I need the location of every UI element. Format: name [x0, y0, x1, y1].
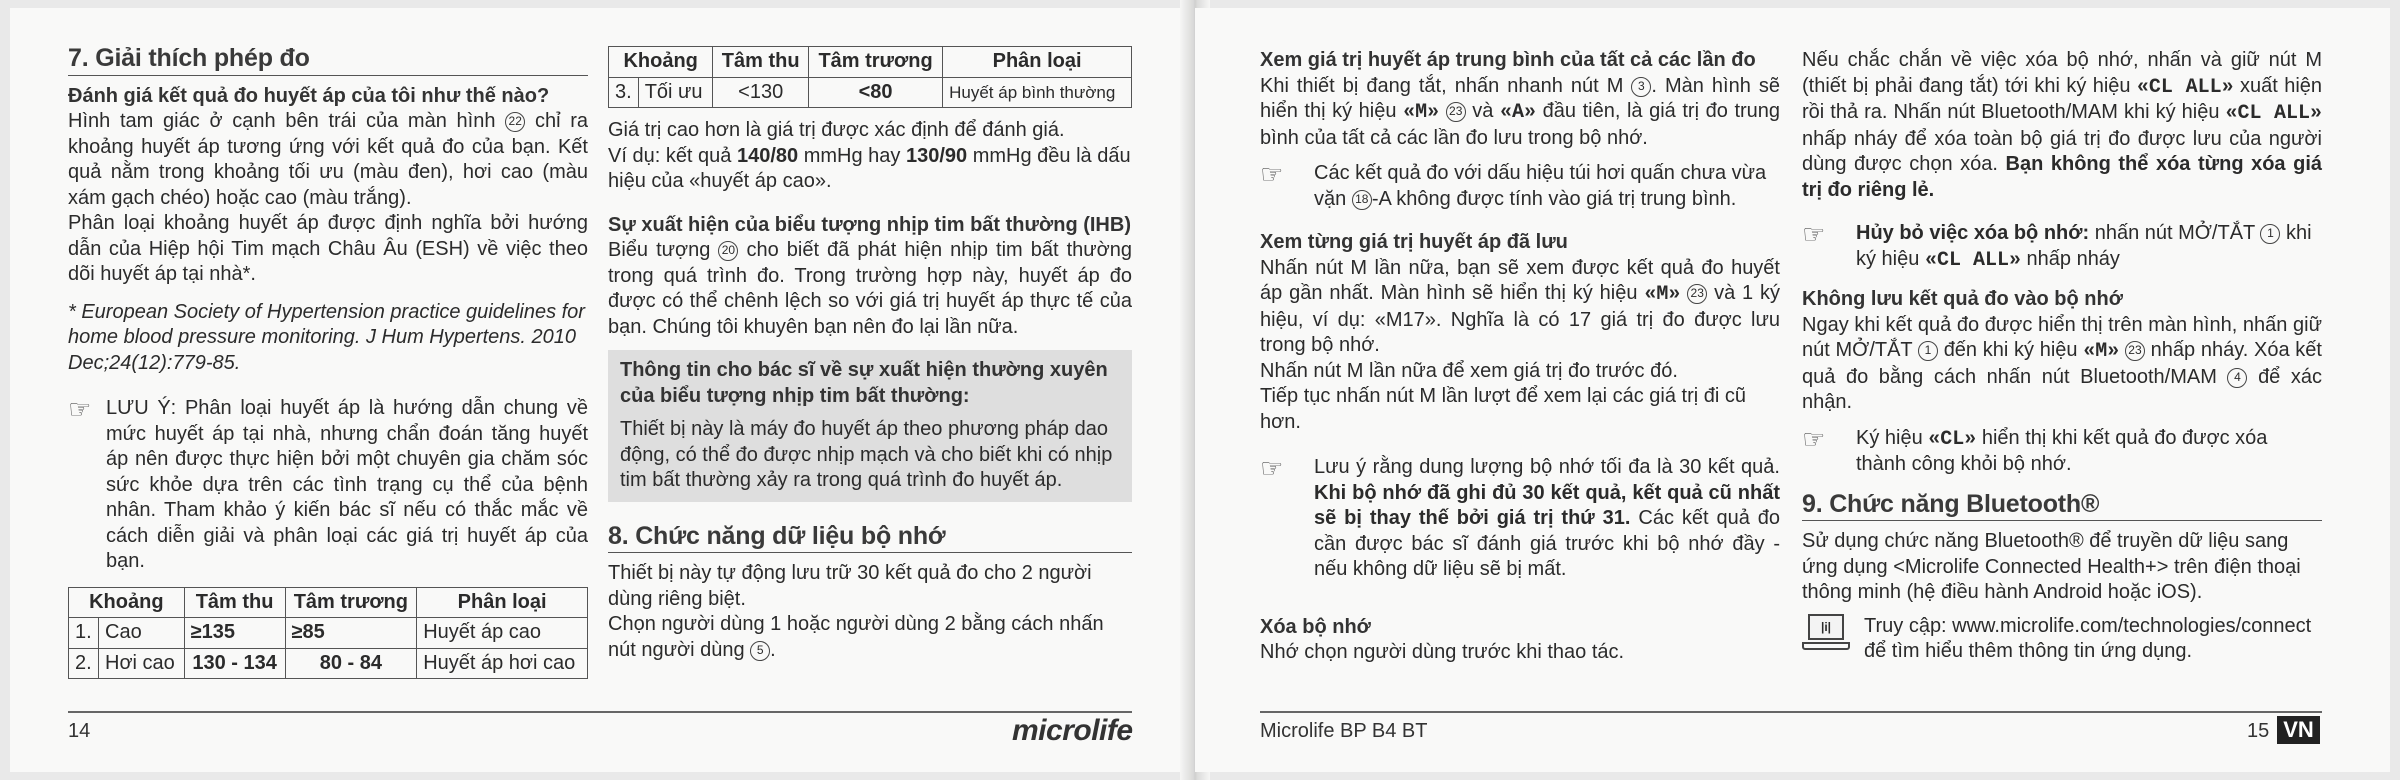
right-page — [1195, 8, 2390, 772]
each-title: Xem từng giá trị huyết áp đã lưu — [1260, 231, 1568, 253]
page-number-left: 14 — [68, 720, 91, 742]
avg-text: Khi thiết bị đang tắt, nhấn nhanh nút M 3 . Màn hình sẽ hiển thị ký hiệu «M» 23 và «A» đầu tiên, là giá trị đo trung bình của tất cả các lần đo lưu trong bộ nhớ. — [1260, 74, 1781, 149]
left-col-1 — [68, 46, 588, 679]
box-text: Thiết bị này là máy đo huyết áp theo phương pháp dao động, có thể đo được nhịp mạch và cho biết khi có nhịp tim bất thường xảy ra trong quá trình đo huyết áp. — [620, 418, 1113, 491]
section-9-text: Sử dụng chức năng Bluetooth® để truyền dữ liệu sang ứng dụng <Microlife Connected Health+> trên điện thoại thông minh (hệ điều hành Android hoặc iOS). — [1802, 530, 2301, 603]
section-7-question: Đánh giá kết quả đo huyết áp của tôi như thế nào? — [68, 84, 550, 107]
section-8-p1: Thiết bị này tự động lưu trữ 30 kết quả đo cho 2 người dùng riêng biệt. — [608, 562, 1092, 610]
pointing-hand-icon: ☞ — [1260, 453, 1284, 483]
table-row: 3. Tối ưu <130 <80 Huyết áp bình thường — [609, 77, 1132, 108]
left-col-2 — [608, 46, 1132, 663]
laptop-info-icon: |i| — [1802, 614, 1850, 654]
section-9-title: 9. Chức năng Bluetooth® — [1802, 492, 2322, 522]
note-block — [68, 396, 588, 575]
bp-table-1 — [68, 587, 588, 680]
table-row: 1. Cao ≥135 ≥85 Huyết áp cao — [69, 618, 588, 649]
footer-rule — [68, 711, 1132, 713]
each-p3: Tiếp tục nhấn nút M lần lượt để xem lại các giá trị đi cũ hơn. — [1260, 385, 1746, 433]
memory-note: ☞ Lưu ý rằng dung lượng bộ nhớ tối đa là 30 kết quả. Khi bộ nhớ đã ghi đủ 30 kết quả, kết quả cũ nhất sẽ bị thay thế bởi giá trị thứ 31. Các kết quả đo cần được bác sĩ đánh giá trước khi bộ nhớ đầy - nếu không dữ liệu sẽ bị mất. — [1260, 455, 1780, 583]
footer-rule — [1260, 711, 2322, 713]
pointing-hand-icon: ☞ — [1802, 423, 1826, 454]
section-7-p1: Hình tam giác ở cạnh bên trái của màn hình 22 chỉ ra khoảng huyết áp tương ứng với kết quả đo của bạn. Kết quả nằm trong khoảng tối ưu (màu đen), hơi cao (màu xám gạch chéo) hoặc cao (màu trắng). — [68, 110, 589, 209]
section-7-title: 7. Giải thích phép đo — [68, 46, 588, 76]
reference: * European Society of Hypertension practice guidelines for home blood pressure monitoring. J Hum Hypertens. 2010 Dec;24(12):779-85. — [68, 300, 585, 374]
col2-p1: Giá trị cao hơn là giá trị được xác định để đánh giá. — [608, 119, 1065, 141]
nosave-text: Ngay khi kết quả đo được hiển thị trên màn hình, nhấn giữ nút MỞ/TẮT 1 đến khi ký hiệu «M» 23 nhấp nháy. Xóa kết quả đo bằng cách nhấn nút Bluetooth/MAM 4 để xác nhận. — [1802, 313, 2323, 413]
app-link-note — [1802, 614, 2322, 665]
delete-text: Nhớ chọn người dùng trước khi thao tác. — [1260, 641, 1625, 663]
section-7-p2: Phân loại khoảng huyết áp được định nghĩa bởi hướng dẫn của Hiệp hội Tim mạch Châu Âu (ESH) về việc theo dõi huyết áp tại nhà*. — [68, 212, 588, 285]
nosave-title: Không lưu kết quả đo vào bộ nhớ — [1802, 288, 2123, 310]
table-row: 2. Hơi cao 130 - 134 80 - 84 Huyết áp hơi cao — [69, 648, 588, 679]
cl-note: ☞ Ký hiệu «CL» hiển thị khi kết quả đo được xóa thành công khỏi bộ nhớ. — [1802, 426, 2322, 478]
box-title: Thông tin cho bác sĩ về sự xuất hiện thường xuyên của biểu tượng nhịp tim bất thường: — [620, 359, 1108, 407]
delete-title: Xóa bộ nhớ — [1260, 615, 1371, 638]
note-text: Phân loại huyết áp là hướng dẫn chung về mức huyết áp tại nhà, nhưng chẩn đoán tăng huyết áp nên được thực hiện bởi một chuyên gia chăm sóc sức khỏe dựa trên các tình trạng cụ thể của bệnh nhân. Tham khảo ý kiến bác sĩ nếu có thắc mắc về cách diễn giải và phân loại các giá trị huyết áp của bạn. — [106, 397, 588, 572]
left-page — [10, 8, 1188, 772]
right-col-2 — [1802, 48, 2322, 665]
th-diastolic: Tâm trương — [285, 587, 417, 618]
brand-logo: microlife — [1012, 714, 1133, 747]
section-8-title: 8. Chức năng dữ liệu bộ nhớ — [608, 524, 1132, 554]
avg-note: ☞ Các kết quả đo với dấu hiệu túi hơi quấn chưa vừa vặn 18 -A không được tính vào giá trị trung bình. — [1260, 161, 1780, 212]
cancel-note: ☞ Hủy bỏ việc xóa bộ nhớ: nhấn nút MỞ/TẮT 1 khi ký hiệu «CL ALL» nhấp nháy — [1802, 219, 2312, 272]
circled-number: 20 — [718, 241, 738, 261]
avg-title: Xem giá trị huyết áp trung bình của tất cả các lần đo — [1260, 49, 1756, 71]
model-name: Microlife BP B4 BT — [1260, 720, 1428, 742]
each-p2: Nhấn nút M lần nữa để xem giá trị đo trước đó. — [1260, 359, 1678, 382]
right-col-1 — [1260, 48, 1780, 666]
circled-number: 5 — [750, 641, 770, 661]
section-8-p2: Chọn người dùng 1 hoặc người dùng 2 bằng cách nhấn nút người dùng 5 . — [608, 613, 1104, 661]
ihb-text: Biểu tượng 20 cho biết đã phát hiện nhịp tim bất thường trong quá trình đo. Trong trường hợp này, huyết áp đo được có thể chênh lệch so với giá trị huyết áp thực tế của bạn. Chúng tôi khuyên bạn nên đo lại lần nữa. — [608, 239, 1132, 338]
doctor-info-box — [608, 350, 1132, 502]
language-badge: VN — [2277, 716, 2320, 744]
pointing-hand-icon: ☞ — [1802, 219, 1826, 249]
clear-text: Nếu chắc chắn về việc xóa bộ nhớ, nhấn và giữ nút M (thiết bị phải đang tắt) tới khi ký hiệu «CL ALL» xuất hiện rồi thả ra. Nhấn nút Bluetooth/MAM khi ký hiệu «CL ALL» nhấp nháy để xóa toàn bộ giá trị đo được lưu của người dùng được chọn xóa. Bạn không thể xóa từng xóa giá trị đo riêng lẻ. — [1802, 49, 2323, 201]
note-label: LƯU Ý: — [106, 397, 177, 419]
each-p1: Nhấn nút M lần nữa, bạn sẽ xem được kết quả đo huyết áp gần nhất. Màn hình sẽ hiển thị ký hiệu «M» 23 và 1 ký hiệu, ví dụ: «M17». Nghĩa là có 17 giá trị đo được lưu trong bộ nhớ. — [1260, 256, 1781, 356]
th-range: Khoảng — [69, 587, 185, 618]
ihb-title: Sự xuất hiện của biểu tượng nhịp tim bất thường (IHB) — [608, 213, 1131, 236]
pointing-hand-icon: ☞ — [1260, 159, 1284, 189]
th-class: Phân loại — [417, 587, 588, 618]
app-link-text[interactable]: Truy cập: www.microlife.com/technologies/connect để tìm hiểu thêm thông tin ứng dụng. — [1864, 614, 2312, 662]
pointing-hand-icon: ☞ — [68, 394, 92, 424]
th-systolic: Tâm thu — [184, 587, 285, 618]
bp-table-2: Khoảng Tâm thu Tâm trương Phân loại 3. Tối ưu <130 <80 Huyết áp bình thường — [608, 46, 1132, 108]
circled-number: 22 — [505, 112, 525, 132]
col2-p2: Ví dụ: kết quả 140/80 mmHg hay 130/90 mmHg đều là dấu hiệu của «huyết áp cao». — [608, 144, 1131, 192]
page-number-right: 15 VN — [2247, 716, 2320, 744]
